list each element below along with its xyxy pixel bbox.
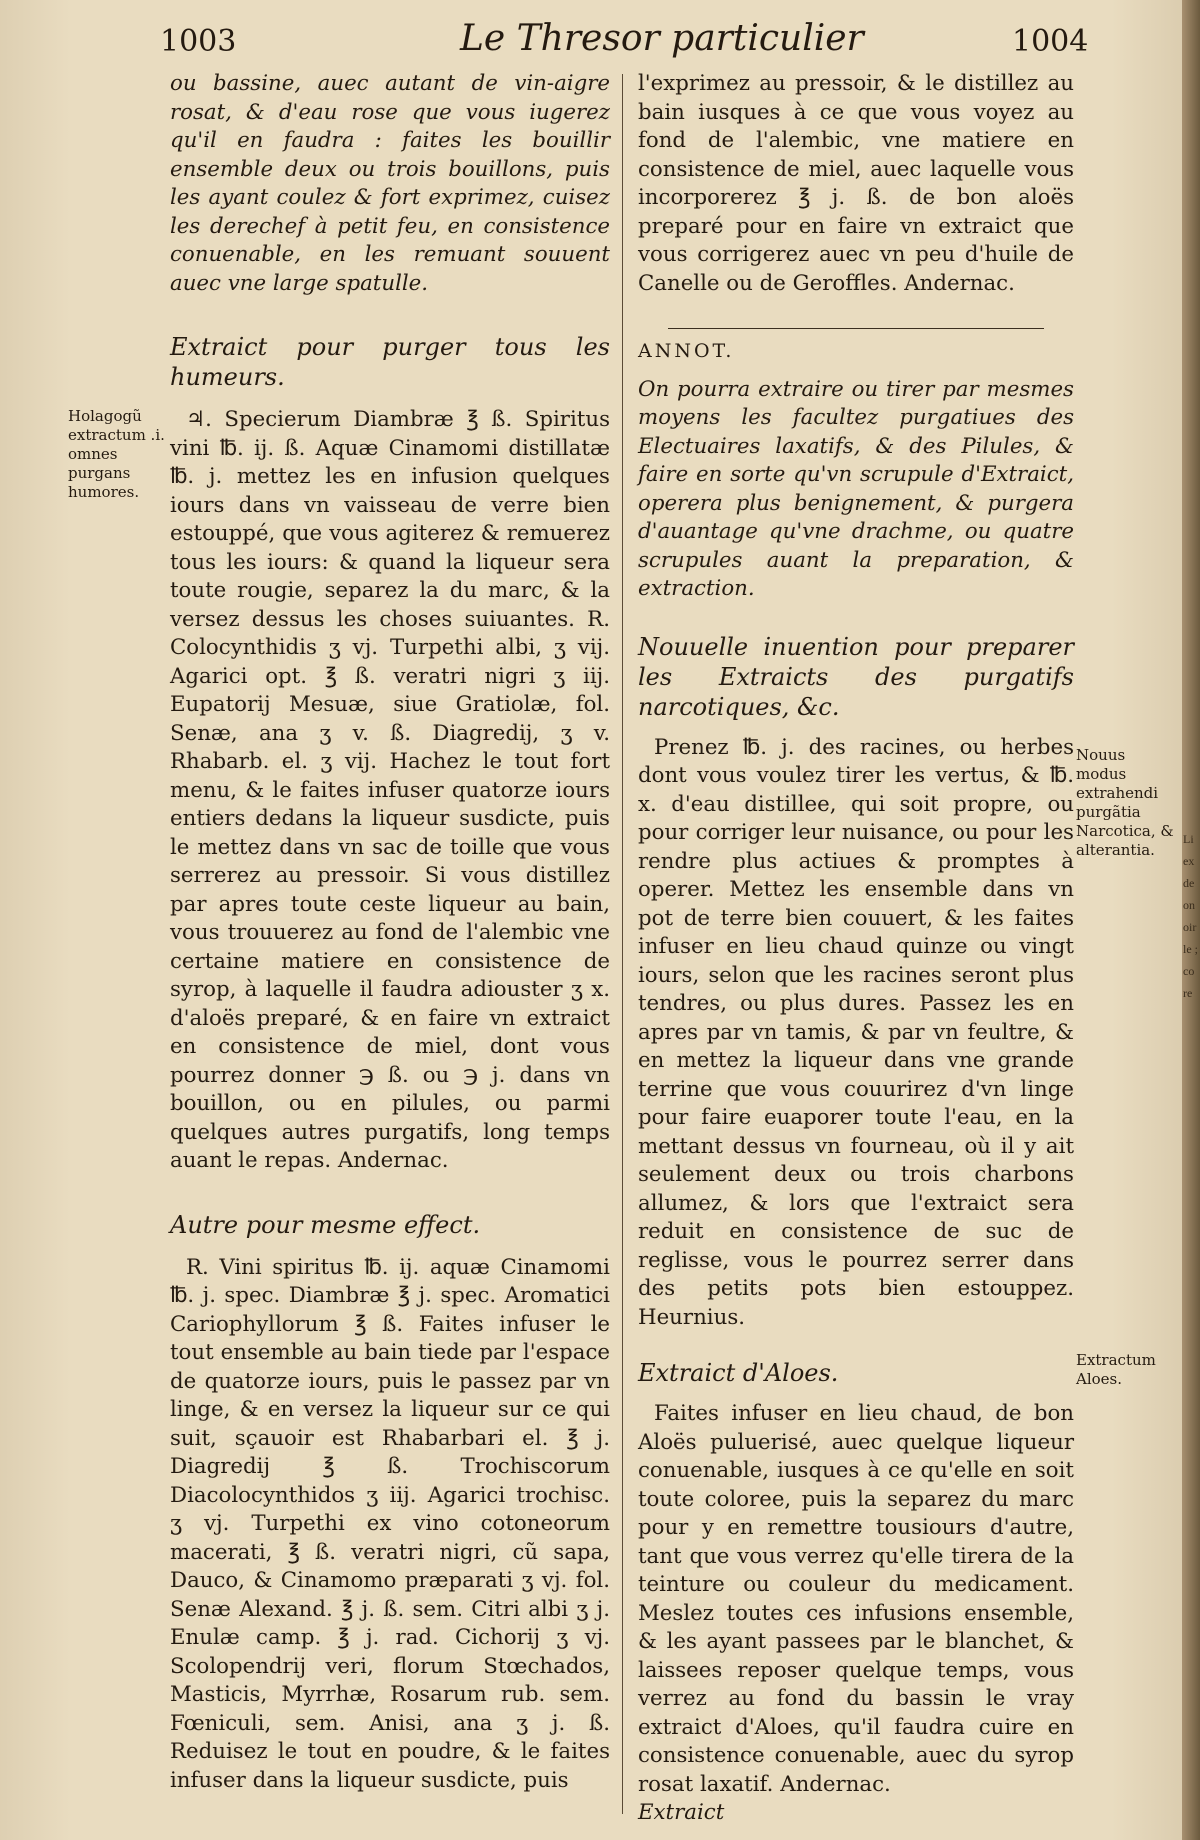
spacer xyxy=(638,1332,1074,1358)
page-number-left: 1003 xyxy=(160,24,237,59)
margin-note-nouus-modus: Nouus modus extrahendi purgãtia Narcotica, & alterantia. xyxy=(1076,746,1174,859)
spacer xyxy=(638,366,1074,376)
spacer xyxy=(170,392,610,406)
column-divider xyxy=(622,74,623,1814)
page-number-right: 1004 xyxy=(1012,24,1089,59)
annotation-text: On pourra extraire ou tirer par mesmes moyens les facultez purgatiues des Electuaires laxatifs, & des Pilules, & faire en sorte qu'vn scrupule d'Extraict, operera plus benignement, & purgera d'auantage qu'vne drachme, ou quatre scrupules auant la preparation, & extraction. xyxy=(638,376,1074,601)
spacer xyxy=(638,329,1074,337)
spacer xyxy=(638,604,1074,632)
spacer xyxy=(638,298,1074,328)
adjacent-page-bleed-text: Li ex de on oir le ; co re xyxy=(1183,832,1198,1000)
recipe-paragraph: ♃. Specierum Diambræ ℥ ß. Spiritus vini ℔. ij. ß. Aquæ Cinamomi distillatæ ℔. j. mettez les en infusion quelques iours dans vn vaisseau de verre bien estouppé, que vous agiterez & remuerez tous les iours: & quand la liqueur sera toute rougie, separez la du marc, & la versez dessus les choses suiuantes. R. Colocynthidis ʒ vj. Turpethi albi, ʒ vij. Agarici opt. ℥ ß. veratri nigri ʒ iij. Eupatorij Mesuæ, siue Gratiolæ, fol. Senæ, ana ʒ v. ß. Diagredij, ʒ v. Rhabarb. el. ʒ vij. Hachez le tout fort menu, & le faites infuser quatorze iours entiers dedans la liqueur susdicte, puis le mettez dans vn sac de toille que vous serrerez au pressoir. Si vous distillez par apres toute ceste liqueur au bain, vous trouuerez au fond de l'alembic vne certaine matiere en consistence de syrop, à laquelle il faudra adiouster ʒ x. d'aloës preparé, & en faire vn extraict en consistence de miel, dont vous pourrez donner ℈ ß. ou ℈ j. dans vn bouillon, ou en pilules, ou parmi quelques autres purgatifs, long temps auant le repas. Andernac. xyxy=(170,407,610,1173)
heading-nouuelle-inuention: Nouuelle inuention pour preparer les Extraicts des purgatifs narcotiques, &c. xyxy=(638,632,1074,721)
spacer xyxy=(638,1388,1074,1400)
continuation-paragraph: l'exprimez au pressoir, & le distillez au bain iusques à ce que vous voyez au fond de l'alembic, vne matiere en consistence de miel, auec laquelle vous incorporerez ℥ j. ß. de bon aloës preparé pour en faire vn extraict que vous corrigerez auec vn peu d'huile de Canelle ou de Geroffles. Andernac. xyxy=(638,71,1074,296)
heading-extraict-aloes: Extraict d'Aloes. xyxy=(638,1359,839,1387)
spacer xyxy=(170,298,610,332)
running-title: Le Thresor particulier xyxy=(460,18,864,59)
right-column xyxy=(638,70,1074,1828)
annotation-heading: ANNOT. xyxy=(638,340,735,362)
heading-extraict-purger: Extraict pour purger tous les humeurs. xyxy=(170,333,610,391)
heading-autre-pour-mesme-effect: Autre pour mesme effect. xyxy=(170,1210,481,1239)
left-column xyxy=(170,70,610,1795)
recipe-paragraph: Faites infuser en lieu chaud, de bon Aloës puluerisé, auec quelque liqueur conuenable, iusques à ce qu'elle en soit toute coloree, puis la separez du marc pour y en remettre tousiours d'autre, tant que vous verrez qu'elle tirera de la teinture ou couleur du medicament. Meslez toutes ces infusions ensemble, & les ayant passees par le blanchet, & laissees reposer quelque temps, vous verrez au fond du bassin le vray extraict d'Aloes, qu'il faudra cuire en consistence conuenable, auec du syrop rosat laxatif. Andernac. xyxy=(638,1401,1074,1797)
catchword: Extraict xyxy=(638,1800,725,1825)
recipe-paragraph: R. Vini spiritus ℔. ij. aquæ Cinamomi ℔. j. spec. Diambræ ℥ j. spec. Aromatici Cariophyllorum ℥ ß. Faites infuser le tout ensemble au bain tiede par l'espace de quatorze iours, puis le passez par vn linge, & en versez la liqueur sur ce qui suit, sçauoir est Rhabarbari el. ℥ j. Diagredij ℥ ß. Trochiscorum Diacolocynthidos ʒ iij. Agarici trochisc. ʒ vj. Turpethi ex vino cotoneorum macerati, ℥ ß. veratri nigri, cũ sapa, Dauco, & Cinamomo præparati ʒ vj. fol. Senæ Alexand. ℥ j. ß. sem. Citri albi ʒ j. Enulæ camp. ℥ j. rad. Cichorij ʒ vj. Scolopendrij veri, florum Stœchados, Masticis, Myrrhæ, Rosarum rub. sem. Fœniculi, sem. Anisi, ana ʒ j. ß. Reduisez le tout en poudre, & le faites infuser dans la liqueur susdicte, puis xyxy=(170,1254,610,1793)
recipe-paragraph: Prenez ℔. j. des racines, ou herbes dont vous voulez tirer les vertus, & ℔. x. d'eau distillee, qui soit propre, ou pour corriger leur nuisance, ou pour les rendre plus actiues & promptes à operer. Mettez les ensemble dans vn pot de terre bien couuert, & les faites infuser en lieu chaud quinze ou vingt iours, selon que les racines seront plus tendres, ou plus dures. Passez les en apres par vn tamis, & par vn feultre, & en mettez la liqueur dans vne grande terrine que vous couurirez d'vn linge pour faire euaporer toute l'eau, en la mettant dessus vn fourneau, où il y ait seulement deux ou trois charbons allumez, & lors que l'extraict sera reduit en consistence de suc de reglisse, vous le pourrez serrer dans des petits pots bien estouppez. Heurnius. xyxy=(638,734,1074,1330)
spacer xyxy=(170,1176,610,1210)
intro-paragraph: ou bassine, auec autant de vin-aigre rosat, & d'eau rose que vous iugerez qu'il en faudra : faites les bouillir ensemble deux ou trois bouillons, puis les ayant coulez & fort exprimez, cuisez les derechef à petit feu, en consistence conuenable, en les remuant souuent auec vne large spatulle. xyxy=(170,71,610,296)
spacer xyxy=(170,1240,610,1254)
margin-note-holagogum: Holagogũ extractum .i. omnes purgans humores. xyxy=(68,407,165,501)
page-header xyxy=(0,18,1182,68)
margin-note-extractum-aloes: Extractum Aloes. xyxy=(1076,1351,1156,1388)
spacer xyxy=(638,722,1074,734)
